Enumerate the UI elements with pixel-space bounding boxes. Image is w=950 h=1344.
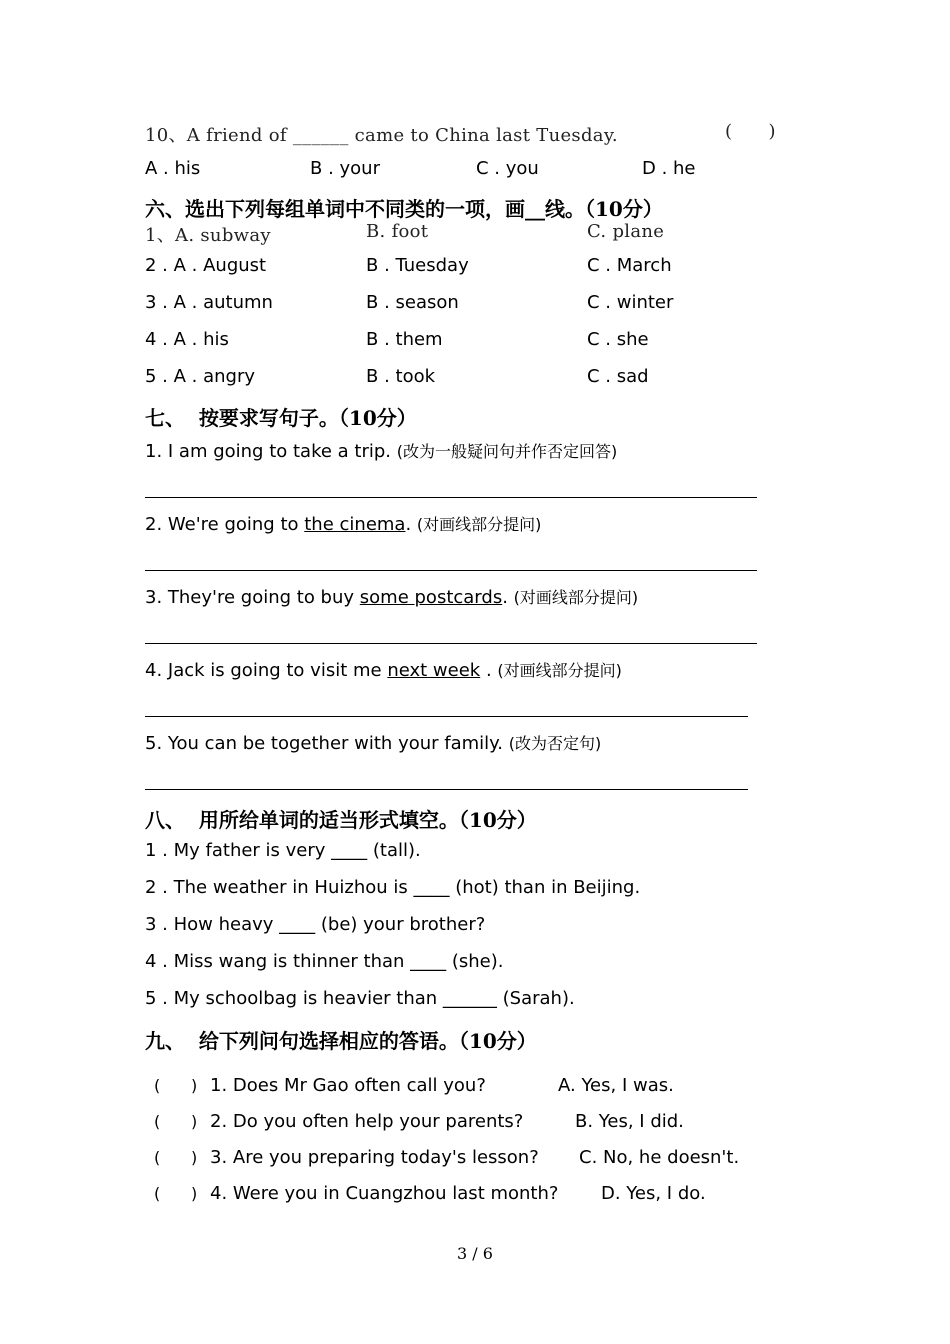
s6-row5-a: 5 . A . angry	[145, 366, 256, 387]
s7-item-4: 4. Jack is going to visit me next week . (对画线部分提问)	[145, 660, 622, 681]
s6-row5-b: B . took	[366, 366, 436, 387]
s8-item-4: 4 . Miss wang is thinner than ____ (she).	[145, 951, 504, 972]
section7-heading: 七、 按要求写句子。（10分）	[145, 406, 417, 430]
section8-heading: 八、 用所给单词的适当形式填空。（10分）	[145, 808, 537, 832]
s9-paren-open: (	[154, 1076, 161, 1095]
s9-question-3: 3. Are you preparing today's lesson?	[210, 1147, 539, 1168]
s7-item-5: 5. You can be together with your family. (改为否定句)	[145, 733, 602, 754]
s6-row3-c: C . winter	[587, 292, 674, 313]
s6-row3-b: B . season	[366, 292, 459, 313]
s7-answer-line-4[interactable]	[145, 716, 748, 717]
s6-row2-a: 2 . A . August	[145, 255, 267, 276]
s6-row2-b: B . Tuesday	[366, 255, 469, 276]
s6-row1-a: 1、A. subway	[145, 225, 271, 246]
s6-row4-c: C . she	[587, 329, 649, 350]
s6-row3-a: 3 . A . autumn	[145, 292, 273, 313]
s9-question-1: 1. Does Mr Gao often call you?	[210, 1075, 486, 1096]
q10-option-c: C . you	[476, 158, 539, 179]
s9-paren-close: )	[191, 1112, 198, 1131]
s7-item-1: 1. I am going to take a trip. (改为一般疑问句并作否定回答)	[145, 441, 618, 462]
s8-item-5: 5 . My schoolbag is heavier than ______ (Sarah).	[145, 988, 575, 1009]
s9-paren-open: (	[154, 1112, 161, 1131]
q10-text: 10、A friend of ______ came to China last Tuesday.	[145, 125, 618, 146]
s6-row2-c: C . March	[587, 255, 672, 276]
s9-question-4: 4. Were you in Cuangzhou last month?	[210, 1183, 559, 1204]
s7-answer-line-5[interactable]	[145, 789, 748, 790]
s6-row5-c: C . sad	[587, 366, 649, 387]
s6-row1-b: B. foot	[366, 221, 429, 242]
s9-answer-c: C. No, he doesn't.	[579, 1147, 740, 1168]
s6-row4-a: 4 . A . his	[145, 329, 229, 350]
s9-answer-a: A. Yes, I was.	[558, 1075, 674, 1096]
page-number: 3 / 6	[457, 1244, 493, 1263]
s7-item-2: 2. We're going to the cinema. (对画线部分提问)	[145, 514, 542, 535]
s8-item-2: 2 . The weather in Huizhou is ____ (hot) than in Beijing.	[145, 877, 641, 898]
q10-option-a: A . his	[145, 158, 201, 179]
s9-paren-open: (	[154, 1184, 161, 1203]
s7-answer-line-1[interactable]	[145, 497, 757, 498]
s6-row4-b: B . them	[366, 329, 443, 350]
s9-paren-close: )	[191, 1184, 198, 1203]
section6-heading: 六、选出下列每组单词中不同类的一项，画__线。（10分）	[145, 197, 663, 221]
s8-item-1: 1 . My father is very ____ (tall).	[145, 840, 421, 861]
q10-answer-paren: ( )	[725, 121, 776, 142]
s8-item-3: 3 . How heavy ____ (be) your brother?	[145, 914, 486, 935]
q10-option-d: D . he	[642, 158, 696, 179]
s7-answer-line-2[interactable]	[145, 570, 757, 571]
s9-paren-close: )	[191, 1148, 198, 1167]
s9-question-2: 2. Do you often help your parents?	[210, 1111, 524, 1132]
s9-answer-b: B. Yes, I did.	[575, 1111, 684, 1132]
s9-paren-close: )	[191, 1076, 198, 1095]
section9-heading: 九、 给下列问句选择相应的答语。（10分）	[145, 1029, 537, 1053]
s6-row1-c: C. plane	[587, 221, 665, 242]
q10-option-b: B . your	[310, 158, 380, 179]
s7-answer-line-3[interactable]	[145, 643, 757, 644]
s7-item-3: 3. They're going to buy some postcards. (对画线部分提问)	[145, 587, 639, 608]
s9-paren-open: (	[154, 1148, 161, 1167]
s9-answer-d: D. Yes, I do.	[601, 1183, 706, 1204]
